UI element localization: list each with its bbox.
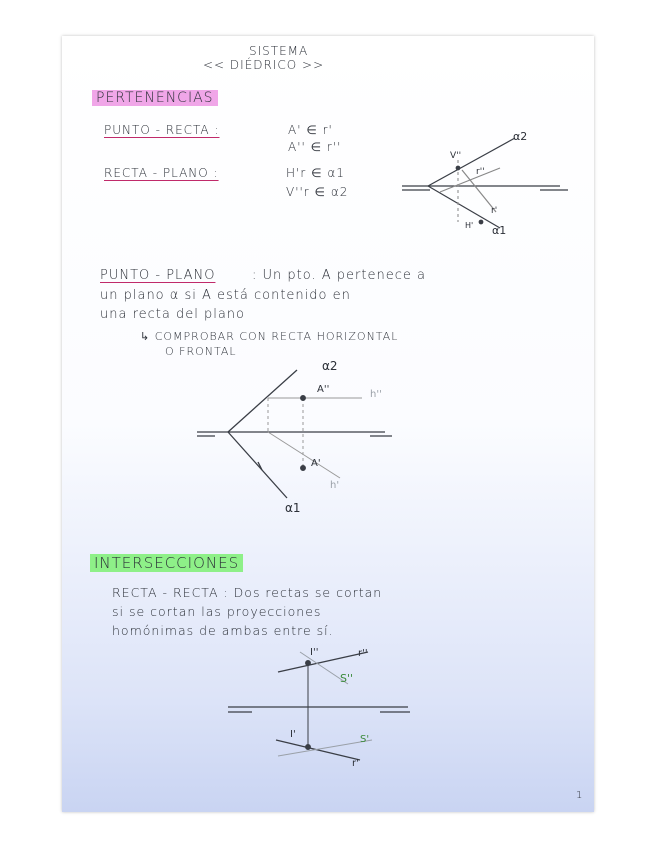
d2-alpha2-label: α2 bbox=[322, 359, 338, 373]
d2-alpha1-label: α1 bbox=[285, 501, 301, 515]
section-heading-intersecciones: INTERSECCIONES bbox=[90, 554, 243, 572]
d2-a2-label: A'' bbox=[317, 384, 330, 395]
h1-line bbox=[268, 432, 340, 478]
d3-s1-label: S' bbox=[360, 734, 370, 745]
section-heading-pertenencias: PERTENENCIAS bbox=[92, 90, 218, 106]
s1-line bbox=[278, 740, 372, 756]
relation-h-alpha1: H'r ∈ α1 bbox=[286, 166, 345, 180]
d3-r1-label: r' bbox=[352, 758, 359, 769]
d1-alpha1-label: α1 bbox=[492, 224, 507, 237]
d1-h1-label: H' bbox=[465, 221, 474, 230]
diagram-punto-plano bbox=[197, 370, 392, 498]
intersecciones-line-1: RECTA - RECTA : Dos rectas se cortan bbox=[112, 585, 383, 600]
punto-plano-line-1: : Un pto. A pertenece a bbox=[252, 268, 426, 283]
title-line-2: << DIÉDRICO >> bbox=[203, 58, 325, 72]
intersecciones-line-2: si se cortan las proyecciones bbox=[112, 604, 322, 619]
r1-line-3 bbox=[276, 740, 360, 760]
label-punto-plano: PUNTO - PLANO bbox=[100, 268, 216, 283]
punto-plano-note-1: ↳ COMPROBAR CON RECTA HORIZONTAL bbox=[140, 330, 399, 343]
relation-a2-r2: A'' ∈ r'' bbox=[288, 140, 342, 154]
d1-r1-label: r' bbox=[491, 206, 498, 216]
relation-a1-r1: A' ∈ r' bbox=[288, 123, 333, 137]
relation-v-alpha2: V''r ∈ α2 bbox=[286, 185, 349, 199]
point-a1 bbox=[301, 466, 306, 471]
punto-plano-line-2: un plano α si A está contenido en bbox=[100, 288, 351, 303]
trace-alpha1-line bbox=[428, 186, 500, 228]
r2-line-3 bbox=[278, 652, 368, 672]
point-a2 bbox=[301, 396, 306, 401]
label-punto-recta: PUNTO - RECTA : bbox=[104, 123, 220, 137]
d3-i1-label: I' bbox=[290, 729, 296, 740]
d3-r2-label: r'' bbox=[358, 648, 368, 659]
alpha2-trace bbox=[228, 370, 297, 432]
page-number: 1 bbox=[576, 790, 584, 801]
punto-plano-line-3: una recta del plano bbox=[100, 307, 245, 322]
diagram-recta-plano bbox=[402, 138, 568, 228]
d1-r2-label: r'' bbox=[476, 167, 485, 177]
d2-h1-label: h' bbox=[330, 480, 340, 491]
point-h1 bbox=[479, 220, 483, 224]
d2-h2-label: h'' bbox=[370, 389, 382, 400]
diagram-recta-recta bbox=[228, 652, 410, 760]
d2-a1-label: A' bbox=[311, 458, 321, 469]
d3-s2-label: S'' bbox=[340, 672, 354, 685]
d1-alpha2-label: α2 bbox=[513, 130, 528, 143]
punto-plano-note-2: O FRONTAL bbox=[165, 345, 237, 358]
d3-i2-label: I'' bbox=[310, 647, 319, 658]
intersecciones-line-3: homónimas de ambas entre sí. bbox=[112, 623, 334, 638]
d1-v2-label: V'' bbox=[450, 151, 462, 161]
point-v2 bbox=[456, 166, 460, 170]
point-i2 bbox=[306, 661, 311, 666]
alpha1-trace bbox=[228, 432, 287, 498]
label-recta-plano: RECTA - PLANO : bbox=[104, 166, 219, 180]
point-i1 bbox=[306, 745, 311, 750]
title-line-1: SISTEMA bbox=[249, 44, 309, 58]
